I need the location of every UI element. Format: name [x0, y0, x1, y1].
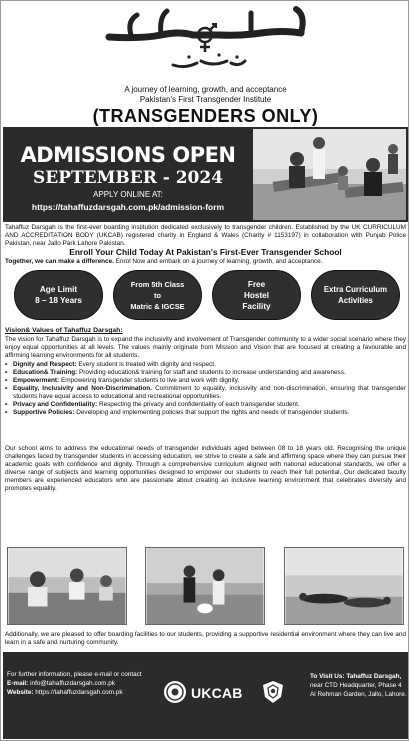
tahaffuz-logo	[101, 5, 310, 71]
admissions-banner	[3, 127, 408, 222]
police-emblem-icon	[261, 680, 285, 704]
value-title: Education& Training:	[13, 369, 78, 376]
value-item	[5, 369, 406, 377]
email-line	[7, 679, 142, 688]
features-row	[6, 270, 405, 322]
session-date: SEPTEMBER - 2024	[32, 168, 224, 188]
visit-address-line: Al Rehman Garden, Jallo, Lahore.	[310, 691, 407, 698]
values-list	[5, 361, 406, 417]
photo-strip	[7, 547, 404, 627]
contact-info	[7, 670, 142, 697]
value-title: Privacy and Confidentiality:	[13, 401, 98, 408]
email-link[interactable]: info@tahaffuzdarsgah.com.pk	[30, 680, 115, 687]
website-label: Website:	[7, 689, 34, 696]
value-item	[5, 377, 406, 385]
value-text: Every student is treated with dignity and respect.	[76, 361, 216, 368]
website-link[interactable]: https://tahaffuzdarsgah.com.pk	[35, 689, 123, 696]
value-title: Dignity and Respect:	[13, 361, 77, 368]
admissions-title: ADMISSIONS OPEN	[20, 143, 236, 167]
feature-line: Facility	[242, 301, 271, 311]
feature-classes	[113, 270, 202, 320]
vision-heading: Vision& Values of Tahaffuz Darsgah:	[5, 327, 123, 334]
value-item	[5, 409, 406, 417]
visit-heading	[310, 672, 402, 681]
feature-line: Activities	[338, 296, 373, 305]
feature-line: From 5th Class	[130, 279, 185, 289]
feature-line: Free	[247, 279, 266, 289]
enroll-heading: Enroll Your Child Today At Pakistan's First-Ever Transgender School	[69, 247, 342, 257]
value-text: Empowering transgender students to live and work with dignity.	[59, 377, 240, 384]
value-text: Providing education& training for staff and students to increase understanding and awareness.	[77, 369, 346, 376]
value-title: Equality, Inclusivity and Non-Discrimination.	[13, 385, 152, 392]
value-text: Developing and implementing policies that support the rights and needs of transgender students.	[74, 409, 350, 416]
feature-line: Age Limit	[39, 285, 78, 294]
value-item	[5, 385, 406, 401]
feature-hostel	[212, 270, 301, 320]
value-title: Supportive Policies:	[13, 409, 75, 416]
value-item	[5, 401, 406, 409]
ukcab-logo-text: UKCAB	[191, 685, 243, 701]
charity-seal-icon	[163, 680, 187, 704]
feature-line: 8 – 18 Years	[35, 296, 82, 305]
tagline: A journey of learning, growth, and acceptance	[124, 85, 287, 94]
footer	[3, 652, 408, 739]
feature-extra-curriculum	[311, 270, 400, 320]
study-photo	[7, 547, 127, 625]
value-text: Respecting the privacy and confidentiality of each transgender student.	[97, 401, 300, 408]
visit-info	[310, 672, 407, 699]
feature-line: Extra Curriculum	[323, 285, 388, 294]
together-bold: Together, we can make a difference.	[5, 258, 114, 265]
value-title: Empowerment:	[13, 377, 60, 384]
value-text: Commitment to equality, inclusivity and non-discrimination, ensuring that transgender students have equal access to educational and recreational opportunities.	[13, 385, 406, 400]
visit-address-line: near CTD Headquarter, Phase 4	[310, 682, 402, 689]
intro-paragraph: Tahaffuz Darsgah is the first-ever boarding institution dedicated exclusively to transgender children. Established by the UK CURRICULUM AND ACCREDITATION BODY (UKCAB) registered charity in England & Wales (Charity # 1153197) in collaboration with Punjab Police Pakistan, near Jallo Park Lahore Pakistan.	[5, 224, 406, 247]
activity-photo	[284, 547, 404, 625]
visit-heading-text: To Visit Us: Tahaffuz Darsgah,	[310, 673, 402, 680]
value-item	[5, 361, 406, 369]
together-rest: Enrol Now and embark on a journey of learning, growth, and acceptance.	[113, 258, 323, 265]
together-line	[5, 258, 406, 266]
email-label: E-mail:	[7, 680, 29, 687]
feature-line: to	[154, 290, 161, 300]
website-line	[7, 688, 142, 697]
feature-age-limit	[14, 270, 103, 320]
feature-line: Hostel	[243, 290, 270, 300]
aims-paragraph: Our school aims to address the educational needs of transgender individuals aged between 08 to 18 years old. Recognising the unique challenges faced by transgender students in accessing education, we strive to create a safe and affirming space where they can pursue their academic goals with confidence and dignity. Through a comprehensive curriculum aligned with national educational standards, we offer a diverse range of subjects and learning opportunities designed to empower our students to reach their full potential. Our dedicated faculty members are experienced educators who are passionate about creating an inclusive learning environment that celebrates diversity and promotes equality.	[5, 445, 406, 492]
apply-url[interactable]: https://tahaffuzdarsgah.com.pk/admission-form	[31, 202, 225, 212]
contact-heading: For further information, please e-mail or contact	[7, 671, 142, 678]
apply-label: APPLY ONLINE AT:	[93, 190, 163, 199]
sports-photo	[145, 547, 265, 625]
boarding-paragraph: Additionally, we are pleased to offer boarding facilities to our students, providing a supportive residential environment where they can live and learn in a safe and nurturing community.	[5, 631, 406, 646]
vision-paragraph: The vision for Tahaffuz Darsgah is to expand the inclusivity and involvement of Transgender community to a wider social scenario where they enjoy equal opportunities at all levels. The values mainly originate from Mission and Vision that are focused at creating a favourable and affirming learning environments for all students.	[5, 336, 406, 359]
feature-line: Matric & IGCSE	[130, 301, 185, 311]
institute-subtitle: Pakistan's First Transgender Institute	[139, 95, 272, 104]
audience-notice: (TRANSGENDERS ONLY)	[92, 106, 319, 126]
classroom-photo	[253, 129, 406, 220]
